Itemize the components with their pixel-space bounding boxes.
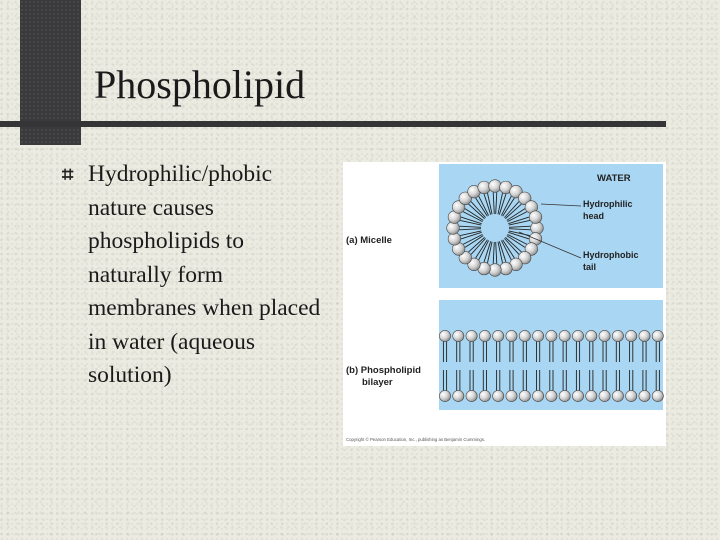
title-underline (0, 121, 666, 127)
bilayer-head-bottom (559, 390, 570, 401)
bilayer-head-bottom (586, 390, 597, 401)
bilayer-head-bottom (453, 390, 464, 401)
copyright-text: Copyright © Pearson Education, Inc., publishing as Benjamin Cummings. (346, 437, 486, 442)
bilayer-head-top (572, 330, 583, 341)
bilayer-head-bottom (479, 390, 490, 401)
bilayer-head-top (626, 330, 637, 341)
bilayer-head-top (493, 330, 504, 341)
micelle-head (489, 180, 502, 193)
hydrophilic-label-1: Hydrophilic (583, 199, 633, 209)
micelle-head (489, 264, 502, 277)
bilayer-head-top (506, 330, 517, 341)
bilayer-head-bottom (506, 390, 517, 401)
figure-svg (343, 162, 666, 446)
bilayer-head-top (546, 330, 557, 341)
micelle-head (529, 211, 542, 224)
bilayer-head-bottom (612, 390, 623, 401)
bilayer-head-bottom (466, 390, 477, 401)
bilayer-head-bottom (493, 390, 504, 401)
bilayer-head-bottom (626, 390, 637, 401)
micelle-head (500, 262, 513, 275)
bilayer-head-bottom (572, 390, 583, 401)
bilayer-head-top (533, 330, 544, 341)
bilayer-head-top (586, 330, 597, 341)
water-label: WATER (597, 173, 631, 184)
hydrophobic-label-1: Hydrophobic (583, 250, 639, 260)
bilayer-head-top (599, 330, 610, 341)
micelle-head (447, 222, 460, 235)
bilayer-head-bottom (519, 390, 530, 401)
bilayer-label-2: bilayer (362, 377, 393, 388)
micelle-head (448, 233, 461, 246)
hydrophilic-label-2: head (583, 211, 605, 221)
bilayer-head-top (453, 330, 464, 341)
bilayer-head-bottom (533, 390, 544, 401)
bilayer-head-top (439, 330, 450, 341)
bilayer-head-top (639, 330, 650, 341)
micelle-head (478, 181, 491, 194)
bilayer-head-bottom (639, 390, 650, 401)
bullet-icon: ⌗ (62, 162, 74, 186)
bullet-text: Hydrophilic/phobic nature causes phospholipids to naturally form membranes when placed in water (aqueous solution) (88, 161, 321, 388)
bilayer-head-bottom (546, 390, 557, 401)
page-title: Phospholipid (94, 62, 306, 107)
bilayer-head-bottom (439, 390, 450, 401)
bilayer-head-top (612, 330, 623, 341)
phospholipid-figure (343, 162, 666, 446)
bilayer-head-top (652, 330, 663, 341)
bilayer-head-top (559, 330, 570, 341)
micelle-label: (a) Micelle (346, 235, 392, 246)
bilayer-head-bottom (599, 390, 610, 401)
bilayer-head-top (466, 330, 477, 341)
bilayer-head-top (479, 330, 490, 341)
hydrophobic-label-2: tail (583, 262, 597, 272)
bilayer-head-bottom (652, 390, 663, 401)
micelle-head (531, 222, 544, 235)
bilayer-label-1: (b) Phospholipid (346, 365, 421, 376)
bilayer-head-top (519, 330, 530, 341)
